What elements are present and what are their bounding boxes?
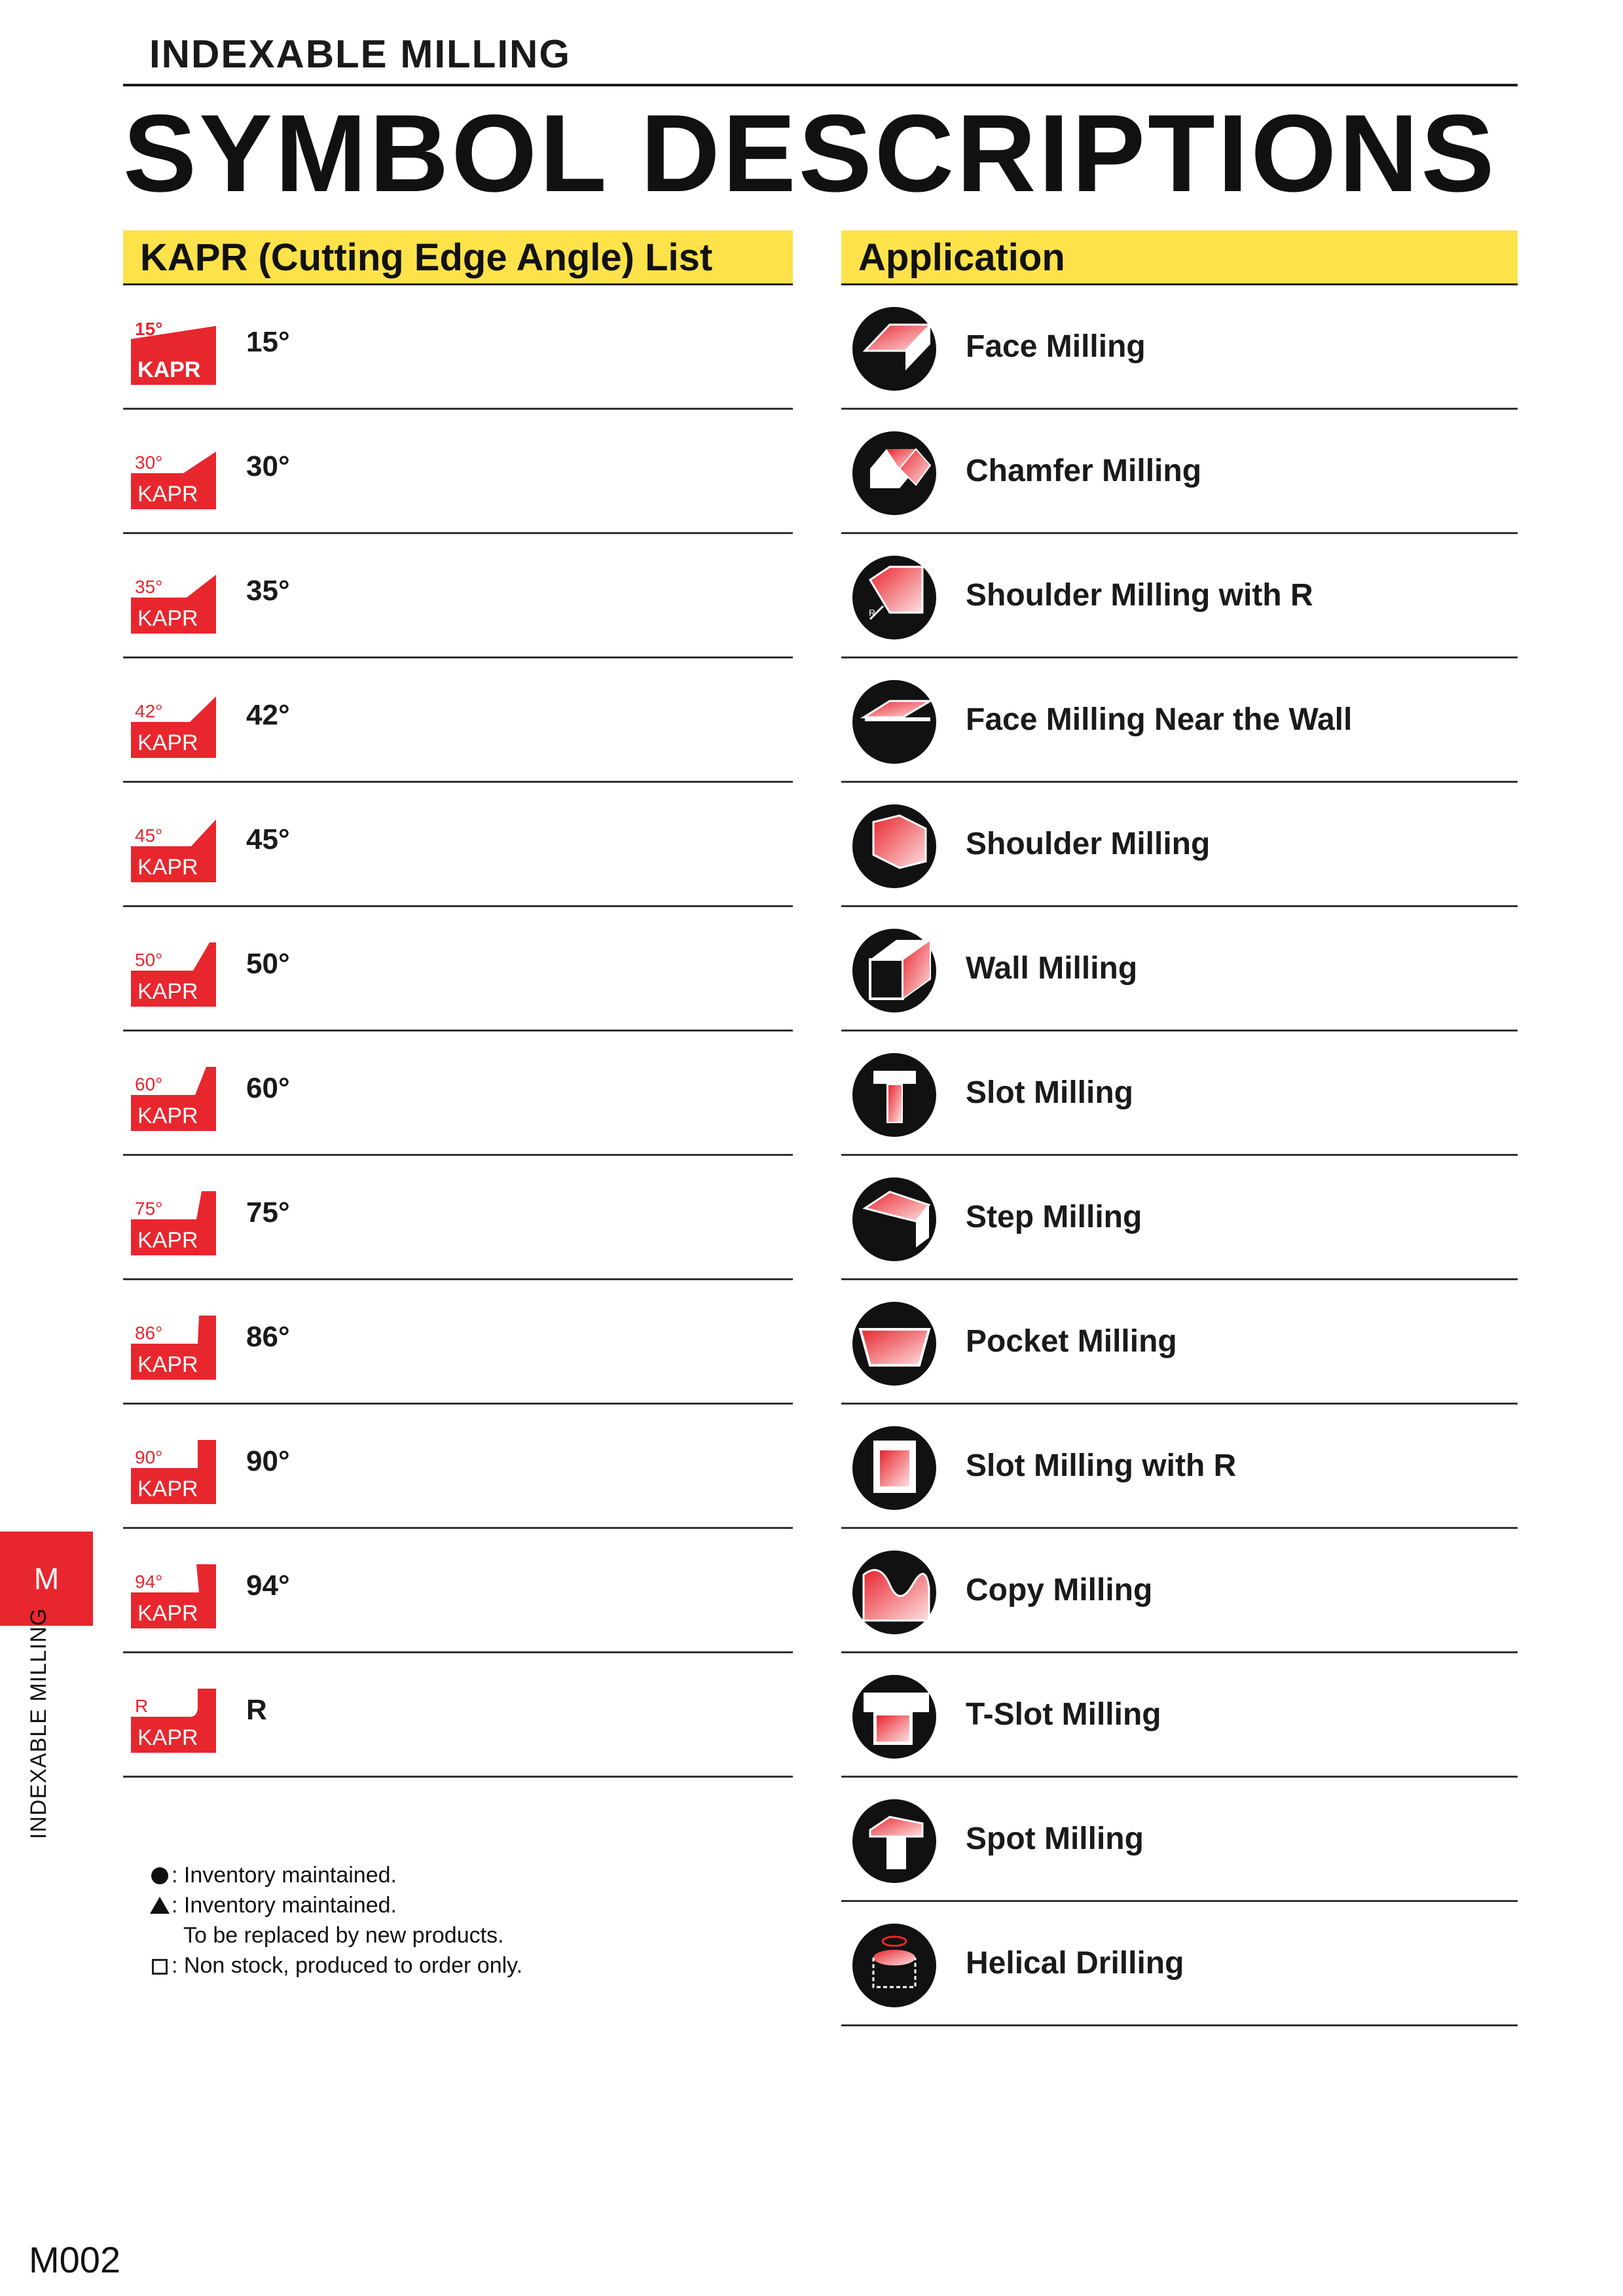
kapr-angle-label: 30° [246, 450, 290, 482]
kapr-row [123, 534, 793, 658]
application-row [841, 1280, 1518, 1405]
legend-item-non-stock [148, 1950, 522, 1981]
kapr-row [123, 285, 793, 410]
application-label: Slot Milling [966, 1075, 1133, 1110]
kapr-badge-icon [131, 1314, 216, 1380]
t-slot-milling-icon [850, 1673, 938, 1761]
slot-milling-r-icon [850, 1424, 938, 1512]
application-label: Face Milling [966, 329, 1146, 364]
kapr-badge-word: KAPR [137, 1477, 198, 1501]
kapr-badge-angle: 42° [135, 701, 163, 721]
wall-milling-icon [850, 927, 938, 1014]
application-row [841, 534, 1518, 658]
section-title: INDEXABLE MILLING [149, 32, 571, 76]
kapr-row [123, 1156, 793, 1280]
page-number: M002 [29, 2239, 121, 2280]
application-row [841, 1529, 1518, 1653]
kapr-badge-word: KAPR [137, 1228, 198, 1253]
kapr-badge-icon [131, 1687, 216, 1753]
kapr-angle-label: 60° [246, 1072, 290, 1104]
kapr-badge-word: KAPR [137, 1352, 198, 1377]
kapr-badge-angle: R [135, 1696, 149, 1716]
kapr-row [123, 1529, 793, 1653]
application-label: Shoulder Milling with R [966, 578, 1313, 613]
legend-item-replaced [148, 1890, 522, 1920]
application-row [841, 410, 1518, 534]
kapr-row [123, 1031, 793, 1156]
kapr-badge-angle: 50° [135, 950, 163, 970]
svg-text:R: R [869, 607, 876, 618]
kapr-badge-icon [131, 817, 216, 882]
copy-milling-icon [850, 1549, 938, 1636]
kapr-badge-icon [131, 444, 216, 509]
kapr-row [123, 1280, 793, 1405]
kapr-badge-icon [131, 568, 216, 634]
kapr-badge-angle: 45° [135, 825, 163, 846]
legend [148, 1860, 522, 1981]
kapr-badge-angle: 90° [135, 1447, 163, 1467]
kapr-badge-angle: 15° [135, 319, 163, 339]
kapr-angle-label: R [246, 1694, 267, 1726]
application-row [841, 783, 1518, 907]
legend-text-continued: To be replaced by new products. [183, 1923, 504, 1948]
kapr-row [123, 1405, 793, 1529]
face-milling-near-wall-icon [850, 678, 938, 766]
kapr-badge-word: KAPR [137, 1725, 198, 1750]
kapr-angle-label: 75° [246, 1196, 290, 1229]
kapr-badge-angle: 75° [135, 1198, 163, 1219]
face-milling-icon [850, 305, 938, 393]
application-label: T-Slot Milling [966, 1697, 1161, 1732]
application-label: Face Milling Near the Wall [966, 702, 1353, 737]
application-row [841, 1653, 1518, 1778]
application-label: Helical Drilling [966, 1946, 1184, 1981]
kapr-badge-angle: 86° [135, 1323, 163, 1343]
pocket-milling-icon [850, 1300, 938, 1388]
kapr-angle-label: 35° [246, 575, 290, 607]
application-label: Pocket Milling [966, 1324, 1177, 1359]
legend-text: : Inventory maintained. [172, 1893, 397, 1918]
kapr-angle-label: 15° [246, 326, 290, 358]
application-row [841, 1778, 1518, 1902]
application-label: Chamfer Milling [966, 454, 1202, 488]
kapr-row [123, 658, 793, 783]
kapr-angle-label: 50° [246, 948, 290, 980]
kapr-badge-word: KAPR [137, 606, 198, 631]
application-label: Spot Milling [966, 1821, 1144, 1856]
kapr-badge-angle: 60° [135, 1074, 163, 1094]
application-label: Step Milling [966, 1200, 1142, 1234]
kapr-badge-word: KAPR [137, 482, 198, 507]
application-row [841, 285, 1518, 410]
application-label: Wall Milling [966, 951, 1138, 986]
legend-text: : Inventory maintained. [172, 1863, 397, 1888]
kapr-badge-angle: 35° [135, 577, 163, 597]
application-label: Copy Milling [966, 1573, 1153, 1607]
kapr-badge-word: KAPR [137, 357, 201, 382]
application-label: Shoulder Milling [966, 827, 1211, 861]
application-row [841, 1405, 1518, 1529]
kapr-badge-icon [131, 1190, 216, 1255]
kapr-badge-angle: 94° [135, 1571, 163, 1592]
kapr-row [123, 783, 793, 907]
application-heading: Application [841, 230, 1518, 285]
kapr-badge-word: KAPR [137, 1103, 198, 1128]
page-title: SYMBOL DESCRIPTIONS [123, 92, 1497, 215]
kapr-badge-angle: 30° [135, 452, 163, 473]
kapr-badge-icon [131, 1563, 216, 1628]
shoulder-milling-icon [850, 802, 938, 890]
kapr-angle-label: 45° [246, 823, 290, 855]
kapr-list-heading: KAPR (Cutting Edge Angle) List [123, 230, 793, 285]
application-row [841, 1902, 1518, 2026]
shoulder-milling-r-icon [850, 554, 938, 641]
kapr-badge-icon [131, 319, 216, 385]
kapr-badge-icon [131, 941, 216, 1007]
kapr-row [123, 410, 793, 534]
application-row [841, 1156, 1518, 1280]
empty-square-icon [152, 1959, 168, 1975]
kapr-badge-word: KAPR [137, 855, 198, 880]
kapr-badge-icon [131, 692, 216, 758]
application-row [841, 907, 1518, 1031]
slot-milling-icon [850, 1051, 938, 1139]
step-milling-icon [850, 1175, 938, 1263]
kapr-badge-word: KAPR [137, 1601, 198, 1626]
spot-milling-icon [850, 1797, 938, 1885]
chamfer-milling-icon [850, 429, 938, 517]
kapr-badge-word: KAPR [137, 979, 198, 1004]
kapr-row [123, 1653, 793, 1778]
application-row [841, 1031, 1518, 1156]
kapr-angle-label: 86° [246, 1321, 290, 1353]
header-rule [123, 84, 1518, 86]
kapr-angle-label: 42° [246, 699, 290, 731]
filled-triangle-icon [150, 1897, 170, 1914]
kapr-angle-label: 94° [246, 1570, 290, 1602]
application-row [841, 658, 1518, 783]
legend-item-inventory [148, 1860, 522, 1890]
kapr-badge-icon [131, 1066, 216, 1131]
legend-text: : Non stock, produced to order only. [172, 1953, 523, 1978]
kapr-angle-label: 90° [246, 1445, 290, 1477]
kapr-badge-word: KAPR [137, 730, 198, 755]
filled-circle-icon [151, 1867, 168, 1884]
chapter-tab[interactable]: M [0, 1532, 93, 1626]
helical-drilling-icon [850, 1922, 938, 2009]
application-label: Slot Milling with R [966, 1448, 1237, 1483]
kapr-badge-icon [131, 1439, 216, 1504]
chapter-side-label: INDEXABLE MILLING [26, 1607, 51, 1839]
kapr-row [123, 907, 793, 1031]
